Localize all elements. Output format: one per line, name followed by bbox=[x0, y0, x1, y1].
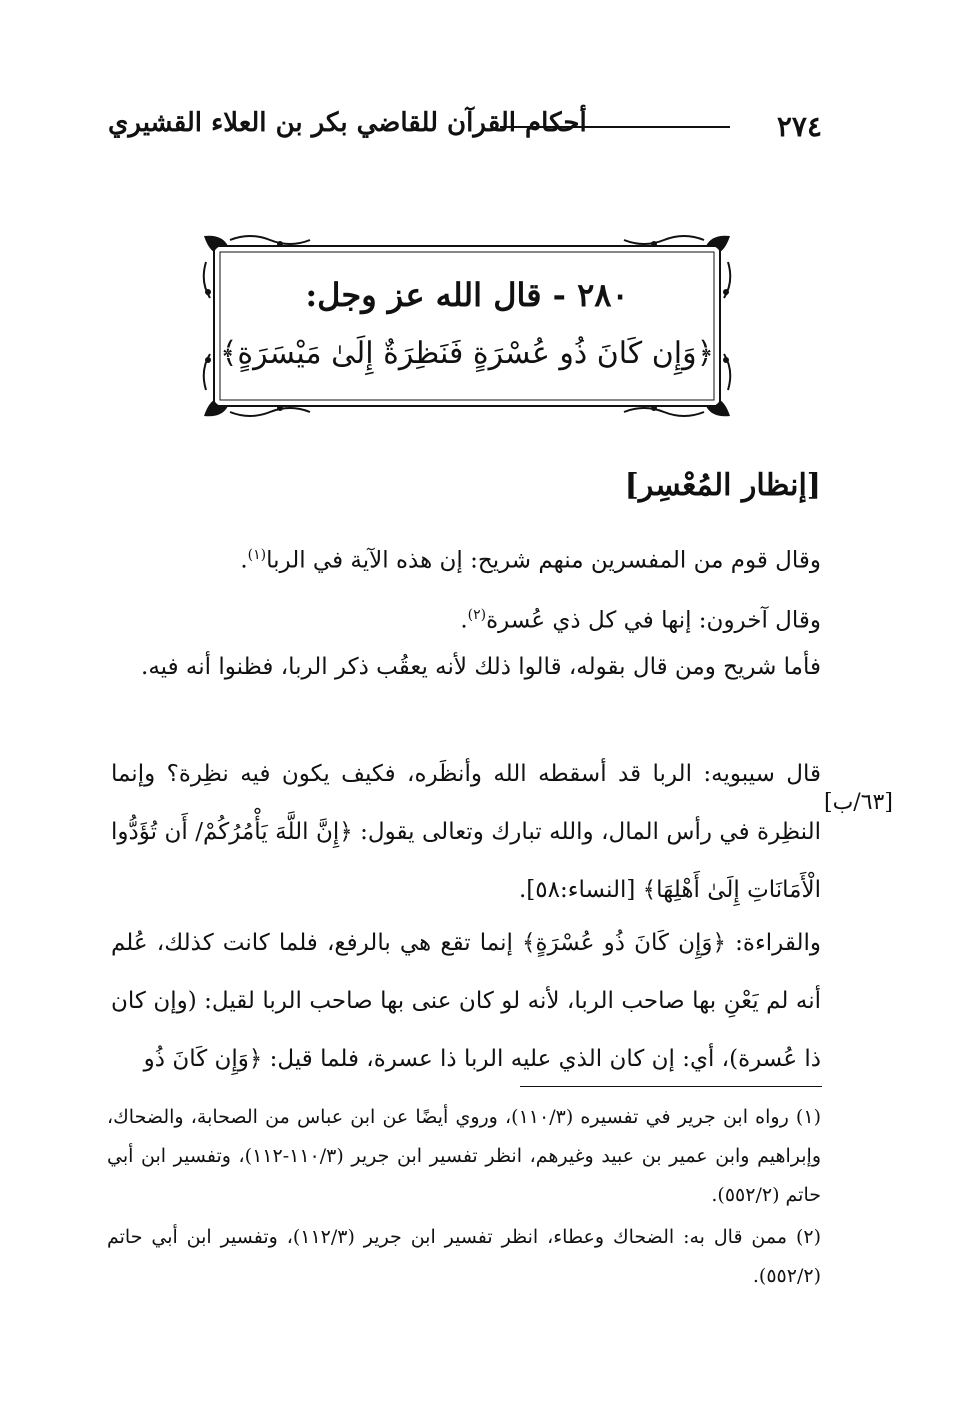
page-number: ٢٧٤ bbox=[776, 110, 822, 143]
paragraph-1-end: . bbox=[240, 547, 248, 574]
ornamental-frame bbox=[200, 232, 734, 420]
frame-border-ornament bbox=[200, 232, 734, 420]
verse-heading: ٢٨٠ - قال الله عز وجل: bbox=[305, 276, 629, 314]
section-title: [إنظار المُعْسِر] bbox=[624, 468, 821, 503]
running-header bbox=[108, 104, 822, 152]
paragraph-5: والقراءة: ﴿وَإِن كَانَ ذُو عُسْرَةٍ﴾ إنما تقع هي بالرفع، فلما كانت كذلك، عُلم أنه لم يَعْنِ بها صاحب الربا، لأنه لو كان عنى بها صاحب الربا لقيل: (وإن كان ذا عُسرة)، أي: إن كان الذي عليه الربا ذا عسرة، فلما قيل: ﴿وَإِن كَانَ ذُو bbox=[111, 930, 821, 1072]
paragraph-1-text: وقال قوم من المفسرين منهم شريح: إن هذه الآية في الربا bbox=[266, 547, 821, 574]
paragraph-1 bbox=[111, 526, 821, 590]
manuscript-folio-ref: [٦٣/ب] bbox=[824, 790, 893, 815]
paragraph-2-end: . bbox=[460, 607, 468, 634]
footnote-ref-2[interactable]: (٢) bbox=[467, 607, 487, 623]
paragraph-4: قال سيبويه: الربا قد أسقطه الله وأنظَره، فكيف يكون فيه نظِرة؟ وإنما النظِرة في رأس المال، والله تبارك وتعالى يقول: ﴿إِنَّ اللَّهَ يَأْمُرُكُمْ/ أَن تُؤَدُّوا الْأَمَانَاتِ إِلَىٰ أَهْلِهَا﴾ [النساء:٥٨]. bbox=[111, 761, 821, 903]
book-title: أحكام القرآن للقاضي بكر بن العلاء القشيري bbox=[108, 108, 587, 138]
footnote-1: (١) رواه ابن جرير في تفسيره (١١٠/٣)، وروي أيضًا عن ابن عباس من الصحابة، والضحاك، وإبراهيم وابن عمير بن عبيد وغيرهم، انظر تفسير ابن جرير (١١٠/٣-١١٢)، وتفسير ابن أبي حاتم (٥٥٢/٢). bbox=[107, 1106, 821, 1206]
footnote-ref-1[interactable]: (١) bbox=[247, 547, 267, 563]
paragraph-3: فأما شريح ومن قال بقوله، قالوا ذلك لأنه يعقُب ذكر الربا، فظنوا أنه فيه. bbox=[141, 654, 821, 680]
paragraph-2-text: وقال آخرون: إنها في كل ذي عُسرة bbox=[486, 607, 821, 634]
footnote-2: (٢) ممن قال به: الضحاك وعطاء، انظر تفسير ابن جرير (١١٢/٣)، وتفسير ابن أبي حاتم (٥٥٢/٢). bbox=[107, 1226, 821, 1287]
footnote-divider bbox=[520, 1086, 822, 1087]
quran-verse: ﴿وَإِن كَانَ ذُو عُسْرَةٍ فَنَظِرَةٌ إِلَىٰ مَيْسَرَةٍ﴾ bbox=[219, 336, 715, 371]
